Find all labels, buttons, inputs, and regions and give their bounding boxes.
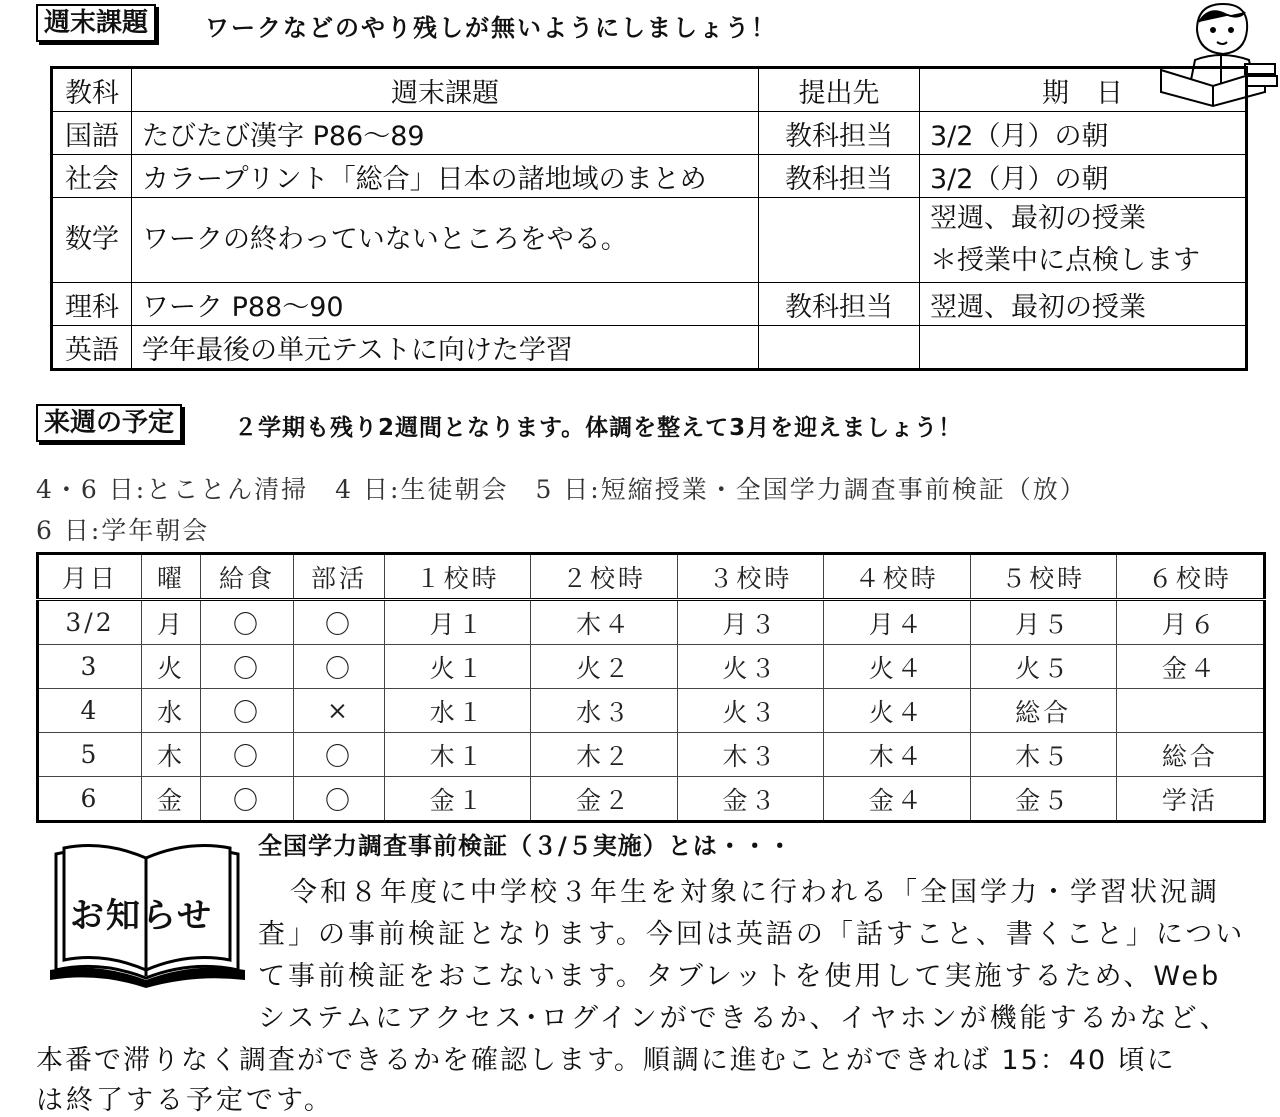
schedule-cell: 金５ (970, 777, 1116, 822)
notice-line: システムにアクセス･ログインができるか、イヤホンが機能するかなど、 (258, 1003, 1230, 1034)
schedule-cell: 月５ (970, 600, 1116, 645)
schedule-cell: 水３ (531, 689, 677, 733)
schedule-cell: 学活 (1116, 777, 1264, 822)
table-row (52, 326, 1247, 370)
notice-line: 令和８年度に中学校３年生を対象に行われる「全国学力・学習状況調 (290, 877, 1220, 908)
schedule-cell: 木 (142, 733, 201, 777)
dest-cell: 教科担当 (759, 112, 920, 155)
notice-line: は終了する予定です。 (36, 1085, 334, 1116)
schedule-cell (1116, 689, 1264, 733)
nextweek-heading: 来週の予定 (36, 404, 182, 442)
table-row (52, 112, 1247, 155)
schedule-cell: 金 (142, 777, 201, 822)
table-row (52, 198, 1247, 283)
column-header: 部活 (294, 554, 385, 600)
notice-badge: お知らせ (70, 896, 213, 936)
schedule-cell: 木４ (531, 600, 677, 645)
schedule-cell: 金４ (824, 777, 970, 822)
schedule-cell: 火５ (970, 645, 1116, 689)
schedule-cell: 金１ (385, 777, 531, 822)
schedule-cell: 金４ (1116, 645, 1264, 689)
subject-cell: 社会 (52, 155, 132, 198)
column-header: 給食 (201, 554, 294, 600)
schedule-cell: 〇 (201, 733, 294, 777)
schedule-cell: 木１ (385, 733, 531, 777)
column-header: 期 日 (920, 68, 1247, 112)
dest-cell (759, 198, 920, 283)
schedule-cell: 月６ (1116, 600, 1264, 645)
column-header: ５校時 (970, 554, 1116, 600)
nextweek-note: ２学期も残り2週間となります。体調を整えて3月を迎えましょう！ (234, 415, 963, 441)
notice-title: 全国学力調査事前検証（３/５実施）とは・・・ (258, 832, 793, 860)
schedule-cell: 火３ (677, 645, 823, 689)
table-row (38, 600, 1265, 645)
weekend-heading: 週末課題 (36, 4, 156, 42)
subject-cell: 国語 (52, 112, 132, 155)
schedule-cell: 〇 (201, 600, 294, 645)
column-header: ４校時 (824, 554, 970, 600)
dest-cell: 教科担当 (759, 283, 920, 326)
schedule-cell: 〇 (294, 600, 385, 645)
schedule-cell: 火３ (677, 689, 823, 733)
schedule-cell: 木３ (677, 733, 823, 777)
schedule-cell: 月１ (385, 600, 531, 645)
schedule-cell: 3/2 (38, 600, 142, 645)
due-cell: 3/2（月）の朝 (920, 155, 1247, 198)
schedule-cell: 金２ (531, 777, 677, 822)
schedule-cell: 火１ (385, 645, 531, 689)
schedule-cell: 火４ (824, 689, 970, 733)
schedule-cell: 月３ (677, 600, 823, 645)
schedule-cell: 3 (38, 645, 142, 689)
schedule-cell: 総合 (970, 689, 1116, 733)
due-cell (920, 198, 1247, 283)
schedule-cell: 木４ (824, 733, 970, 777)
due-cell: 翌週、最初の授業 (920, 283, 1247, 326)
schedule-cell: 火４ (824, 645, 970, 689)
schedule-cell: 月 (142, 600, 201, 645)
schedule-cell: 火２ (531, 645, 677, 689)
weekly-schedule-table (36, 552, 1266, 823)
table-header-row (38, 554, 1265, 600)
dest-cell (759, 326, 920, 370)
subject-cell: 英語 (52, 326, 132, 370)
table-header-row (52, 68, 1247, 112)
column-header: ２校時 (531, 554, 677, 600)
due-line: 翌週、最初の授業 (930, 203, 1146, 234)
schedule-cell: 木５ (970, 733, 1116, 777)
notice-line: 査」の事前検証となります。今回は英語の「話すこと、書くこと」につい (258, 919, 1246, 950)
weekend-homework-table (50, 66, 1248, 371)
task-cell: カラープリント「総合」日本の諸地域のまとめ (132, 155, 759, 198)
subject-cell: 数学 (52, 198, 132, 283)
due-line: ＊授業中に点検します (930, 245, 1200, 276)
events-line: 4・6 日:とことん清掃 4 日:生徒朝会 5 日:短縮授業・全国学力調査事前検証（放） (36, 475, 1087, 504)
schedule-cell: 〇 (201, 645, 294, 689)
column-header: ３校時 (677, 554, 823, 600)
due-cell (920, 326, 1247, 370)
table-row (38, 733, 1265, 777)
column-header: 週末課題 (132, 68, 759, 112)
events-line: 6 日:学年朝会 (36, 516, 210, 545)
schedule-cell: 総合 (1116, 733, 1264, 777)
column-header: 教科 (52, 68, 132, 112)
table-row (52, 155, 1247, 198)
table-row (52, 283, 1247, 326)
task-cell: ワーク P88～90 (132, 283, 759, 326)
task-cell: 学年最後の単元テストに向けた学習 (132, 326, 759, 370)
schedule-cell: 5 (38, 733, 142, 777)
schedule-cell: 金３ (677, 777, 823, 822)
table-row (38, 645, 1265, 689)
weekend-note: ワークなどのやり残しが無いようにしましょう！ (205, 14, 777, 42)
schedule-cell: × (294, 689, 385, 733)
schedule-cell: 4 (38, 689, 142, 733)
due-cell: 3/2（月）の朝 (920, 112, 1247, 155)
schedule-cell: 6 (38, 777, 142, 822)
column-header: 曜 (142, 554, 201, 600)
dest-cell: 教科担当 (759, 155, 920, 198)
column-header: １校時 (385, 554, 531, 600)
column-header: ６校時 (1116, 554, 1264, 600)
notice-line: 本番で滞りなく調査ができるかを確認します。順調に進むことができれば 15：40 頃に (36, 1045, 1176, 1076)
schedule-cell: 水 (142, 689, 201, 733)
notice-line: て事前検証をおこないます。タブレットを使用して実施するため、Web (258, 961, 1222, 992)
subject-cell: 理科 (52, 283, 132, 326)
schedule-cell: 水１ (385, 689, 531, 733)
schedule-cell: 火 (142, 645, 201, 689)
table-row (38, 689, 1265, 733)
schedule-cell: 〇 (201, 689, 294, 733)
schedule-cell: 〇 (201, 777, 294, 822)
schedule-cell: 木２ (531, 733, 677, 777)
task-cell: ワークの終わっていないところをやる。 (132, 198, 759, 283)
column-header: 月日 (38, 554, 142, 600)
schedule-cell: 月４ (824, 600, 970, 645)
schedule-cell: 〇 (294, 777, 385, 822)
column-header: 提出先 (759, 68, 920, 112)
table-row (38, 777, 1265, 822)
schedule-cell: 〇 (294, 645, 385, 689)
task-cell: たびたび漢字 P86～89 (132, 112, 759, 155)
schedule-cell: 〇 (294, 733, 385, 777)
